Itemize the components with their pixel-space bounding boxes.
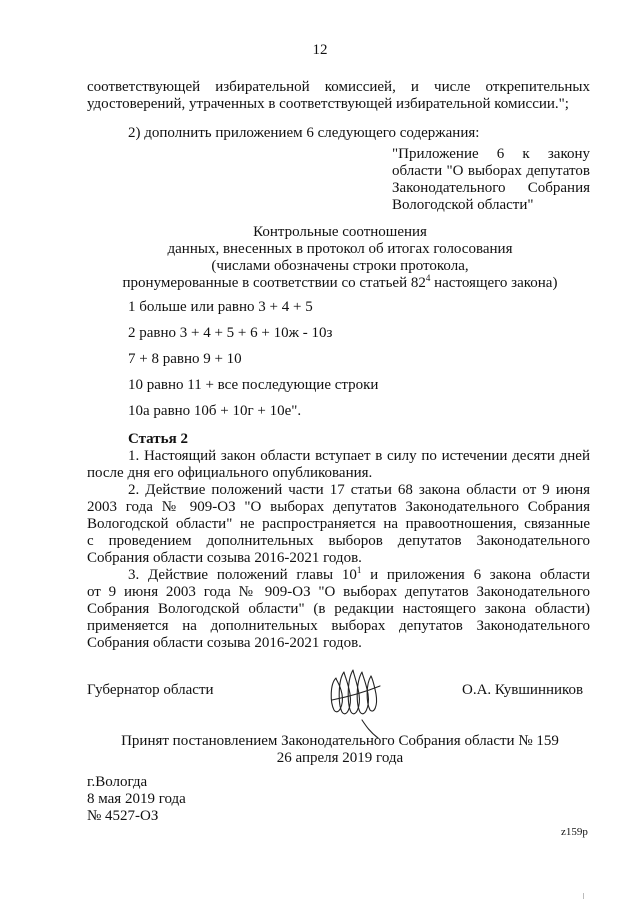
text-line: 2. Действие положений части 17 статьи 68 закона области от 9 июня xyxy=(128,482,590,498)
article-2-paragraph-1 xyxy=(87,448,590,482)
page-number: 12 xyxy=(312,42,328,58)
title-line: пронумерованные в соответствии со статьей $82^4$ настоящего закона) xyxy=(122,273,558,291)
text-line: 3. Действие положений главы $10^1$ и приложения 6 закона области xyxy=(128,565,590,583)
adoption-date: 26 апреля 2019 года xyxy=(276,750,404,766)
text-line: Собрания области созыва 2016-2021 годов. xyxy=(87,635,362,651)
text-line: области "О выборах депутатов xyxy=(392,163,590,179)
text-line: применяется на дополнительных выборах депутатов Законодательного xyxy=(87,618,590,634)
article-2-heading: Статья 2 xyxy=(128,431,188,447)
text-line: Вологодской области" не распространяется на правоотношения, связанные xyxy=(87,516,590,532)
relation-item: 10а равно 10б + 10г + 10е". xyxy=(128,403,302,419)
relation-item: 10 равно 11 + все последующие строки xyxy=(128,377,379,393)
appendix-reference xyxy=(392,146,590,214)
scan-mark xyxy=(583,893,584,899)
relation-item: 7 + 8 равно 9 + 10 xyxy=(128,351,242,367)
text-line: Собрания области созыва 2016-2021 годов. xyxy=(87,550,362,566)
text-line: 1. Настоящий закон области вступает в силу по истечении десяти дней xyxy=(128,448,590,464)
document-code: z159p xyxy=(561,826,588,838)
text-line: с проведением дополнительных выборов депутатов Законодательного xyxy=(87,533,590,549)
text-line: после дня его официального опубликования. xyxy=(87,465,373,481)
city: г.Вологда xyxy=(87,774,148,790)
relation-item: 1 больше или равно 3 + 4 + 5 xyxy=(128,299,313,315)
continuation-paragraph xyxy=(87,79,590,113)
item-2-text: 2) дополнить приложением 6 следующего содержания: xyxy=(128,125,480,141)
article-2-paragraph-2 xyxy=(87,482,590,567)
text-line: Вологодской области" xyxy=(392,197,534,213)
text-line: удостоверений, утраченных в соответствующей избирательной комиссии."; xyxy=(87,96,569,112)
adoption-line: Принят постановлением Законодательного Собрания области № 159 xyxy=(121,733,559,749)
title-line: Контрольные соотношения xyxy=(253,224,427,240)
text-line: соответствующей избирательной комиссией, и числе открепительных xyxy=(87,79,590,95)
signing-date: 8 мая 2019 года xyxy=(87,791,186,807)
title-line: (числами обозначены строки протокола, xyxy=(211,258,469,274)
signatory-name: О.А. Кувшинников xyxy=(462,682,584,698)
signatory-title: Губернатор области xyxy=(87,682,214,698)
adoption-block xyxy=(60,733,620,767)
title-line: данных, внесенных в протокол об итогах голосования xyxy=(167,241,513,257)
relation-item: 2 равно 3 + 4 + 5 + 6 + 10ж - 10з xyxy=(128,325,333,341)
text-line: от 9 июня 2003 года № 909-ОЗ "О выборах депутатов Законодательного xyxy=(87,584,590,600)
law-number: № 4527-ОЗ xyxy=(87,808,159,824)
handwritten-signature xyxy=(326,662,388,740)
text-line: Законодательного Собрания xyxy=(392,180,590,196)
text-line: Собрания Вологодской области" (в редакции настоящего закона области) xyxy=(87,601,590,617)
text-line: "Приложение 6 к закону xyxy=(392,146,590,162)
text-line: 2003 года № 909-ОЗ "О выборах депутатов Законодательного Собрания xyxy=(87,499,590,515)
control-relations-title xyxy=(60,224,620,292)
article-2-paragraph-3 xyxy=(87,567,590,652)
